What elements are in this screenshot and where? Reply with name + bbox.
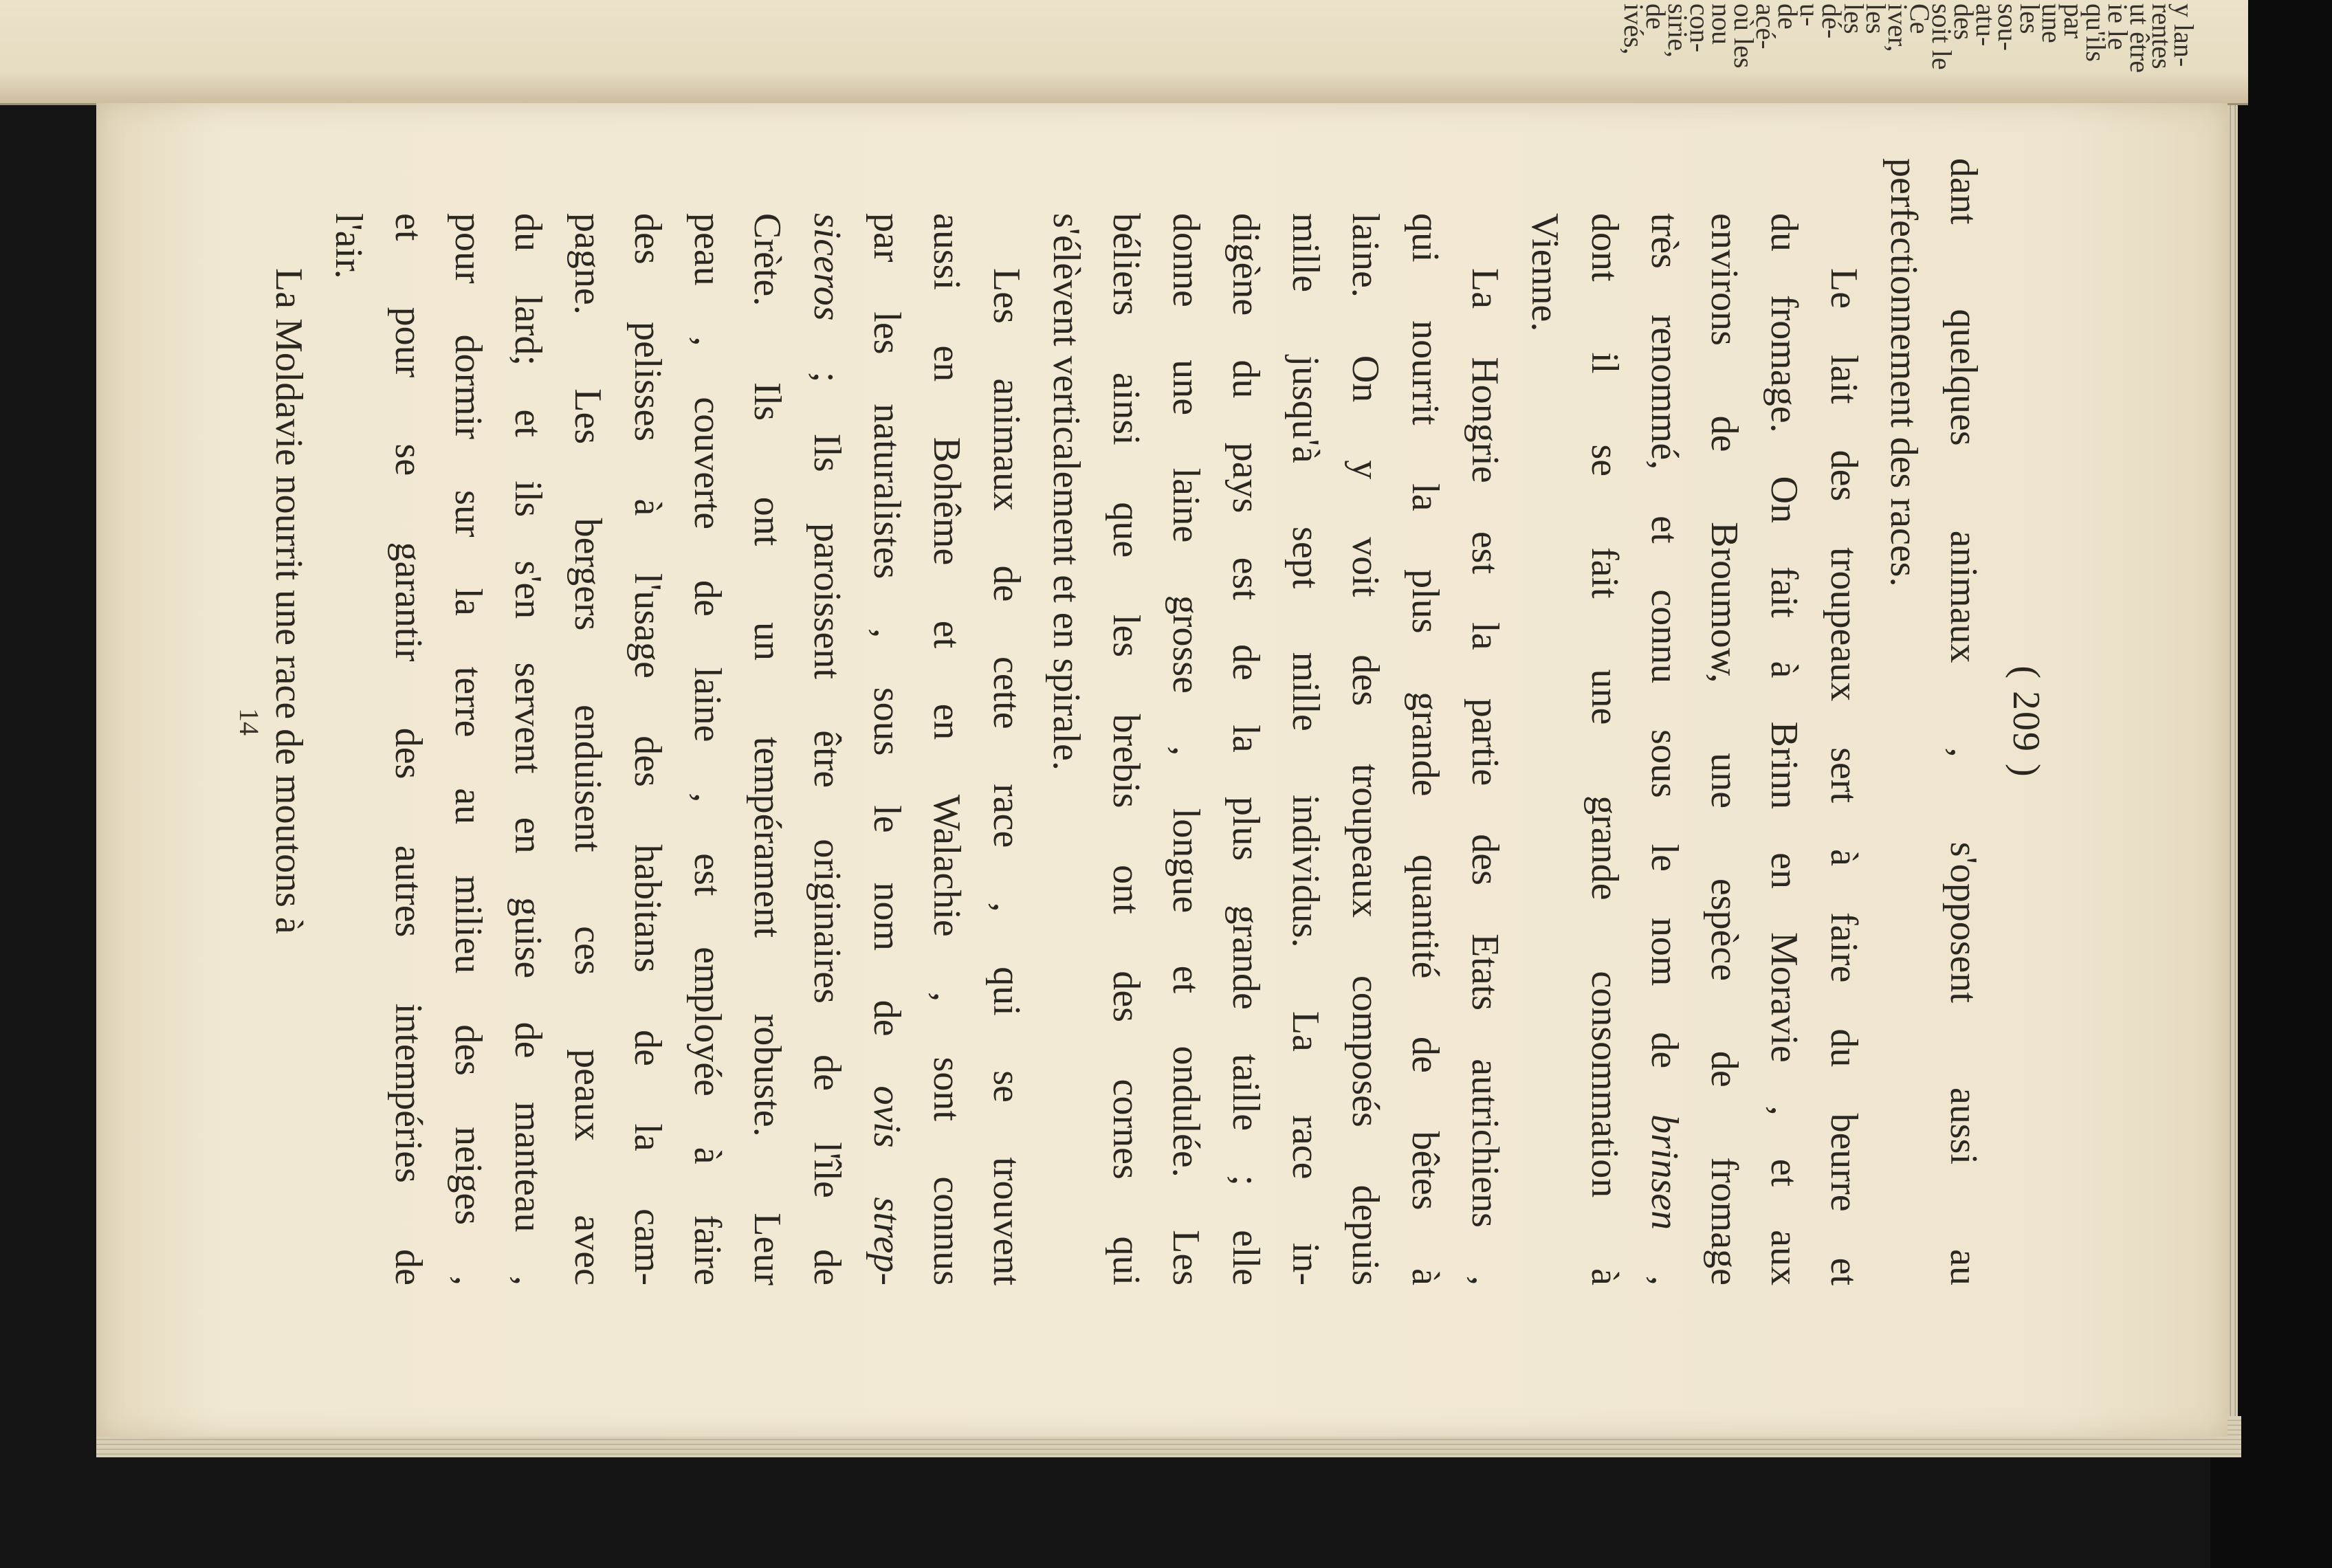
text-line: Crète. Ils ont un tempérament robuste. Leur bbox=[746, 213, 789, 1285]
facing-page-fragment: ivés, bbox=[1618, 3, 1649, 55]
text-line: aussi en Bohême et en Walachie , sont connus bbox=[925, 213, 968, 1285]
facing-page-fragment: ut être bbox=[2124, 3, 2155, 74]
facing-page-fragment: sou- bbox=[1992, 3, 2023, 51]
facing-page-fragment: soit le bbox=[1926, 3, 1957, 70]
facing-page-fragment: y lan- bbox=[2168, 3, 2199, 67]
text-line: et pour se garantir des autres intempéries de bbox=[387, 213, 430, 1285]
text-line: dant quelques animaux , s'opposent aussi au bbox=[1942, 158, 1985, 1285]
page-number: ( 209 ) bbox=[2005, 665, 2047, 778]
facing-page-fragment: nou bbox=[1706, 3, 1737, 45]
facing-page-fragment: les bbox=[1838, 3, 1869, 34]
text-line: perfectionnement des races. bbox=[1882, 158, 1925, 587]
facing-page-fragment: Ce bbox=[1904, 3, 1935, 34]
text-line: laine. On y voit des troupeaux composés depuis bbox=[1344, 213, 1387, 1285]
facing-page-fragment: atu- bbox=[1970, 3, 2001, 47]
text-line: environs de Broumow, une espèce de fromage bbox=[1703, 213, 1746, 1285]
paragraph bbox=[1515, 158, 1873, 1285]
text-line: Les animaux de cette race , qui se trouvent bbox=[985, 268, 1028, 1285]
text-line: donne une laine grosse , longue et ondulée. Les bbox=[1165, 213, 1207, 1285]
text-line: Le lait des troupeaux sert à faire du beurre et bbox=[1823, 268, 1865, 1285]
text-line: peau , couverte de laine , est employée à faire bbox=[686, 213, 729, 1285]
text-line: dont il se fait une grande consommation à bbox=[1583, 213, 1626, 1285]
text-line: par les naturalistes , sous le nom de ovis strep- bbox=[866, 213, 908, 1285]
text-line: Vienne. bbox=[1524, 213, 1566, 332]
text-line: s'élèvent verticalement et en spirale. bbox=[1045, 213, 1088, 771]
facing-page-fragment: les bbox=[1860, 3, 1891, 34]
facing-page-fragment: dé- bbox=[1816, 3, 1847, 39]
facing-page bbox=[0, 0, 2248, 105]
facing-page-fragment: par bbox=[2058, 3, 2089, 39]
facing-page-fragment: des bbox=[1948, 3, 1979, 41]
facing-page-fragment: de bbox=[1640, 3, 1671, 30]
facing-page-fragment: ie le bbox=[2102, 3, 2133, 50]
facing-page-fragment: les bbox=[2014, 3, 2045, 34]
text-line: du lard; et ils s'en servent en guise de manteau , bbox=[507, 213, 549, 1285]
paragraph bbox=[1873, 158, 1993, 1285]
text-line: béliers ainsi que les brebis ont des cornes qui bbox=[1105, 213, 1147, 1285]
facing-page-fragment: sirie, bbox=[1662, 3, 1693, 58]
text-line: du fromage. On fait à Brinn en Moravie , et aux bbox=[1763, 213, 1805, 1285]
paragraph bbox=[1036, 158, 1515, 1285]
paragraph bbox=[318, 158, 1036, 1285]
text-line: La Moldavie nourrit une race de moutons à bbox=[267, 268, 310, 934]
facing-page-fragment: de bbox=[1772, 3, 1803, 30]
text-line: digène du pays est de la plus grande taille ; elle bbox=[1224, 213, 1267, 1285]
facing-page-fragment: qu'ils bbox=[2080, 3, 2111, 62]
facing-page-fragment: con- bbox=[1684, 3, 1715, 53]
facing-page-fragment: u- bbox=[1794, 3, 1825, 27]
facing-page-fragment: une bbox=[2036, 3, 2067, 43]
text-line: mille jusqu'à sept mille individus. La race in- bbox=[1284, 213, 1327, 1285]
text-line: pagne. Les bergers enduisent ces peaux avec bbox=[566, 213, 609, 1285]
text-line: pour dormir sur la terre au milieu des neiges , bbox=[447, 213, 490, 1285]
text-line: très renommé, et connu sous le nom de brinsen , bbox=[1643, 213, 1686, 1286]
text-line: l'air. bbox=[327, 213, 370, 279]
facing-page-fragment: rentes bbox=[2146, 3, 2177, 69]
signature-mark: 14 bbox=[234, 708, 265, 736]
facing-page-fragment: iver, bbox=[1882, 3, 1913, 52]
body-text bbox=[258, 158, 1993, 1285]
text-line: qui nourrit la plus grande quantité de bêtes à bbox=[1404, 213, 1446, 1285]
page-text-block bbox=[219, 158, 2056, 1285]
text-line: des pelisses à l'usage des habitans de la cam- bbox=[626, 213, 669, 1285]
text-line: La Hongrie est la partie des Etats autrichiens , bbox=[1464, 268, 1506, 1285]
text-line: siceros ; Ils paroissent être originaires de l'île de bbox=[806, 213, 848, 1285]
facing-page-fragment: acé- bbox=[1750, 3, 1781, 49]
facing-page-fragment: où les bbox=[1728, 3, 1759, 69]
